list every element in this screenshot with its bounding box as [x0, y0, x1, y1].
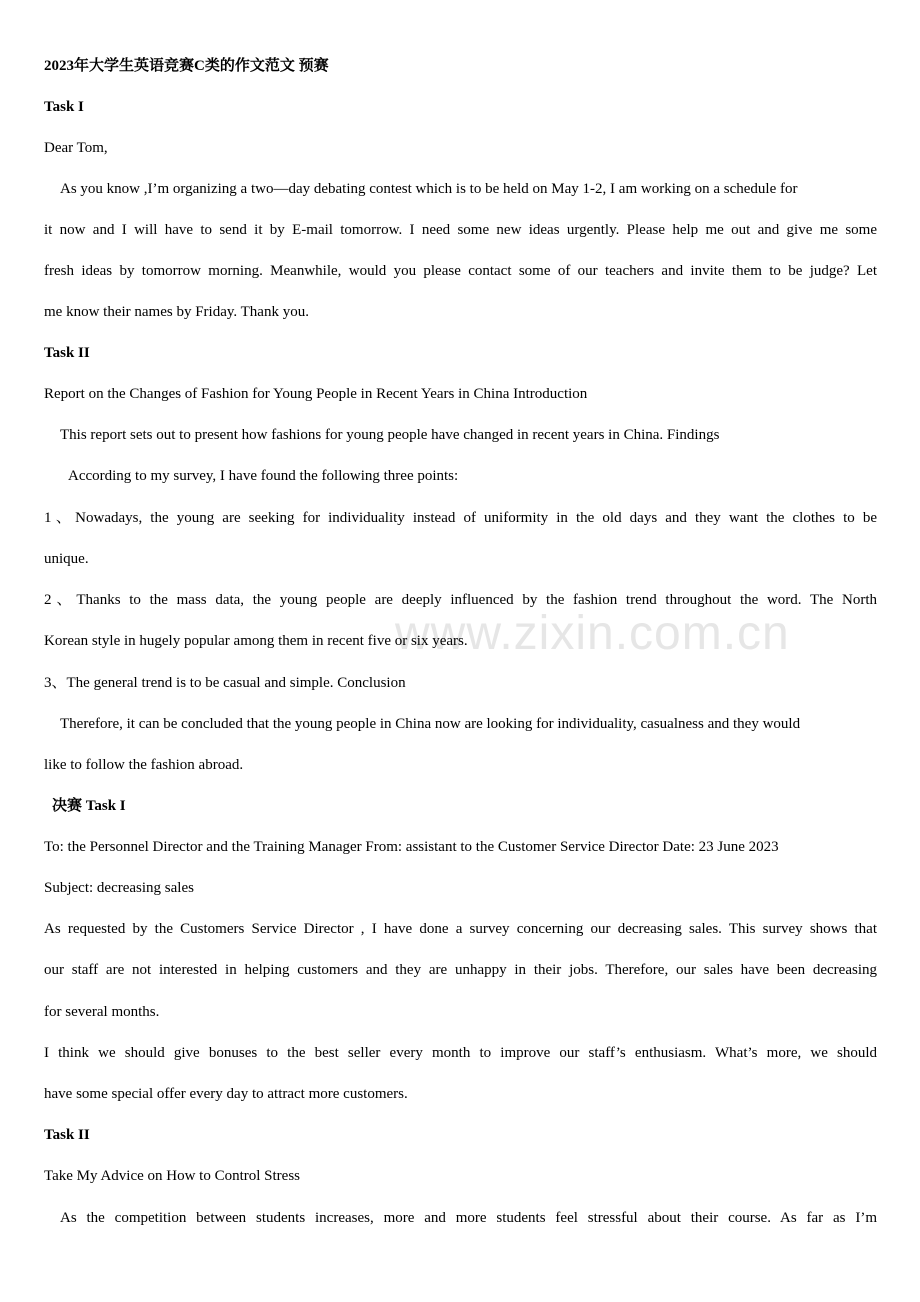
final-task1-heading: 决赛 Task I: [52, 798, 126, 814]
final-task2-heading: Task II: [44, 1127, 90, 1143]
conclusion-line: Therefore, it can be concluded that the young people in China now are looking for individuality, casualness and they would: [60, 716, 801, 732]
memo-subject: Subject: decreasing sales: [44, 880, 194, 896]
memo-header: To: the Personnel Director and the Training Manager From: assistant to the Customer Service Director Date: 23 June 2023: [44, 839, 779, 855]
report-survey: According to my survey, I have found the following three points:: [68, 468, 459, 484]
finding-point-3: 3、The general trend is to be casual and simple. Conclusion: [44, 675, 406, 691]
letter-line: it now and I will have to send it by E-mail tomorrow. I need some new ideas urgently. Please help me out and give me some: [44, 222, 877, 238]
memo-paragraph-1: for several months.: [44, 1004, 160, 1020]
essay-paragraph: As the competition between students increases, more and more students feel stressful about their course. As far as I’m: [60, 1210, 877, 1226]
memo-paragraph-2: I think we should give bonuses to the best seller every month to improve our staff’s enthusiasm. What’s more, we should: [44, 1045, 877, 1061]
prelim-task1-heading: Task I: [44, 99, 84, 115]
letter-line: As you know ,I’m organizing a two—day debating contest which is to be held on May 1-2, I am working on a schedule for: [60, 181, 798, 197]
conclusion-line: like to follow the fashion abroad.: [44, 757, 244, 773]
letter-greeting: Dear Tom,: [44, 140, 108, 156]
finding-point-2: Korean style in hugely popular among them in recent five or six years.: [44, 633, 468, 649]
memo-paragraph-1: As requested by the Customers Service Director , I have done a survey concerning our decreasing sales. This survey shows that: [44, 921, 877, 937]
finding-point-2: 2、Thanks to the mass data, the young people are deeply influenced by the fashion trend throughout the word. The North: [44, 592, 877, 608]
document-title: 2023年大学生英语竞赛C类的作文范文 预赛: [44, 58, 329, 74]
finding-point-1: unique.: [44, 551, 89, 567]
memo-paragraph-1: our staff are not interested in helping customers and they are unhappy in their jobs. Therefore, our sales have been decreasing: [44, 962, 877, 978]
finding-point-1: 1、Nowadays, the young are seeking for individuality instead of uniformity in the old days and they want the clothes to be: [44, 510, 877, 526]
memo-paragraph-2: have some special offer every day to attract more customers.: [44, 1086, 408, 1102]
letter-line: me know their names by Friday. Thank you.: [44, 304, 309, 320]
letter-line: fresh ideas by tomorrow morning. Meanwhile, would you please contact some of our teachers and invite them to be judge? Let: [44, 263, 877, 279]
report-title: Report on the Changes of Fashion for Young People in Recent Years in China Introduction: [44, 386, 588, 402]
watermark: www.zixin.com.cn: [395, 607, 790, 660]
essay-title: Take My Advice on How to Control Stress: [44, 1168, 301, 1184]
prelim-task2-heading: Task II: [44, 345, 90, 361]
report-intro: This report sets out to present how fashions for young people have changed in recent years in China. Findings: [60, 427, 720, 443]
